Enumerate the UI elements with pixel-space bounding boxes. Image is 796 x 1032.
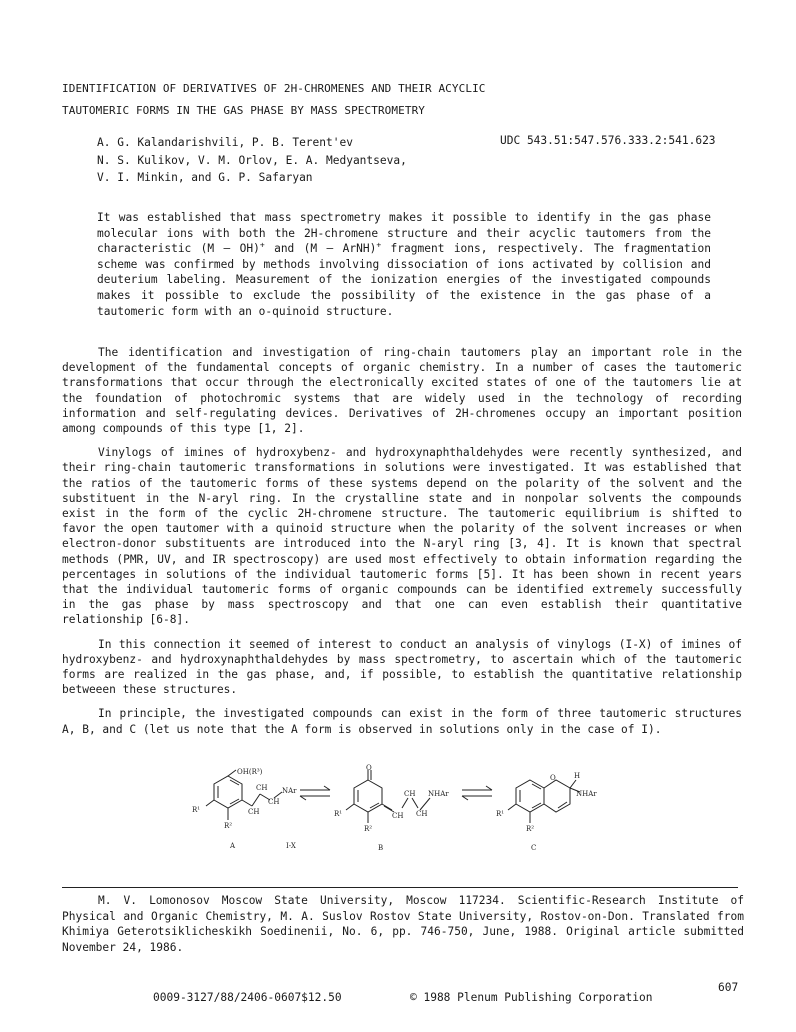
scheme-ch-label: CH [392,812,404,820]
scheme-r1-label: R¹ [334,810,343,818]
scheme-r1-label: R¹ [192,806,201,814]
udc-code: UDC 543.51:547.576.333.2:541.623 [500,134,716,147]
scheme-r2-label: R² [364,825,373,833]
pyran-ring-c [544,780,570,812]
superscript-plus: + [376,240,382,250]
paragraph: In principle, the investigated compounds can exist in the form of three tautomeric structures A, B, and C (let us note that the A form is observed in solutions only in the case of I). [62,707,742,736]
scheme-nhar-label: NHAr [428,790,449,798]
scheme-ch-label: CH [268,798,280,806]
scheme-o-label: O [366,764,372,772]
abstract [97,210,711,319]
tautomer-scheme [190,764,597,858]
scheme-h-label: H [574,772,581,780]
scheme-label-b: B [378,844,384,852]
scheme-label-a: A [230,842,236,850]
scheme-o-label: O [550,774,556,782]
scheme-oh-label: OH(R³) [237,768,263,776]
scheme-nhar-label: NHAr [576,790,597,798]
affiliation-footnote: M. V. Lomonosov Moscow State University, Moscow 117234. Scientific-Research Institute of Physical and Organic Chemistry, M. A. Suslov Rostov State University, Rostov-on-Don. Translated from Khimiya Geterotsiklicheskikh Soedinenii, No. 6, pp. 746-750, June, 1988. Original article submitted November 24, 1986. [62,894,744,954]
paragraph: Vinylogs of imines of hydroxybenz- and hydroxynaphthaldehydes were recently synthesized, and their ring-chain tautomeric transformations in solutions were investigated. It was established that the ratios of the tautomeric forms of these systems depend on the polarity of the solvent and the substituent in the N-aryl ring. In the crystalline state and in nonpolar solvents the compounds exist in the form of the cyclic 2H-chromene structure. The tautomeric equilibrium is shifted to favor the open tautomer with a quinoid structure when the polarity of the solvent increases or when electron-donor substituents are introduced into the N-aryl ring [3, 4]. It is known that spectral methods (PMR, UV, and IR spectroscopy) are used most effectively to obtain information regarding the percentages in solutions of the individual tautomeric forms [5]. It has been shown in recent years that the individual tautomeric forms of organic compounds can be identified extremely successfully in the gas phase by mass spectroscopy and that one can even establish their quantitative relationship [6-8]. [62,446,742,627]
scheme-ch-label: CH [256,784,268,792]
scheme-r1-label: R¹ [496,810,505,818]
abstract-text: It was established that mass spectrometry makes it possible to identify in the gas phase molecular ions with both the 2H-chromene structure and their acyclic tautomers from the characteristic (M — OH) [97,211,711,256]
scheme-r2-label: R² [526,825,535,833]
footnote-divider [62,887,738,888]
superscript-plus: + [259,240,265,250]
title-line-1: IDENTIFICATION OF DERIVATIVES OF 2H-CHROMENES AND THEIR ACYCLIC [62,82,486,95]
author-list [97,134,407,187]
paragraph: The identification and investigation of ring-chain tautomers play an important role in the development of the fundamental concepts of organic chemistry. In a number of cases the tautomeric transformations that occur through the electronically excited states of one of the tautomers lie at the foundation of photochromic systems that are widely used in the technology of recording information and self-regulating devices. Derivatives of 2H-chromenes occupy an important position among compounds of this type [1, 2]. [62,346,742,436]
scheme-ch-label: CH [248,808,260,816]
scheme-r2-label: R² [224,822,233,830]
scheme-label-range: I-X [286,842,296,850]
title-line-2: TAUTOMERIC FORMS IN THE GAS PHASE BY MASS SPECTROMETRY [62,104,426,117]
page-number: 607 [718,981,739,994]
copyright-notice: © 1988 Plenum Publishing Corporation [410,991,653,1004]
scheme-ch-label: CH [404,790,416,798]
paper-title [62,82,762,96]
abstract-text: and (M — ArNH) [264,242,377,256]
issn-code: 0009-3127/88/2406-0607$12.50 [153,991,342,1004]
scheme-ch-label: CH [416,810,428,818]
author-line: N. S. Kulikov, V. M. Orlov, E. A. Medyantseva, [97,153,407,167]
paper-title-continued [62,104,762,118]
author-line: V. I. Minkin, and G. P. Safaryan [97,171,313,184]
main-text [62,345,742,746]
scheme-label-c: C [531,844,537,852]
abstract-text: fragment ions, respectively. The fragmentation scheme was confirmed by methods involving dissociation of ions activated by collision and deuterium labeling. Measurement of the ionization energies of the investigated compounds makes it possible to exclude the possibility of the existence in the gas phase of a tautomeric form with an o-quinoid structure. [97,242,711,318]
paragraph: In this connection it seemed of interest to conduct an analysis of vinylogs (I-X) of imines of hydroxybenz- and hydroxynaphthaldehydes by mass spectrometry, to ascertain which of the tautomeric forms are realized in the gas phase, and, if possible, to establish the quantitative relationship betweeen these structures. [62,637,742,697]
scheme-nar-label: NAr [282,787,297,795]
author-line: A. G. Kalandarishvili, P. B. Terent'ev [97,136,353,149]
